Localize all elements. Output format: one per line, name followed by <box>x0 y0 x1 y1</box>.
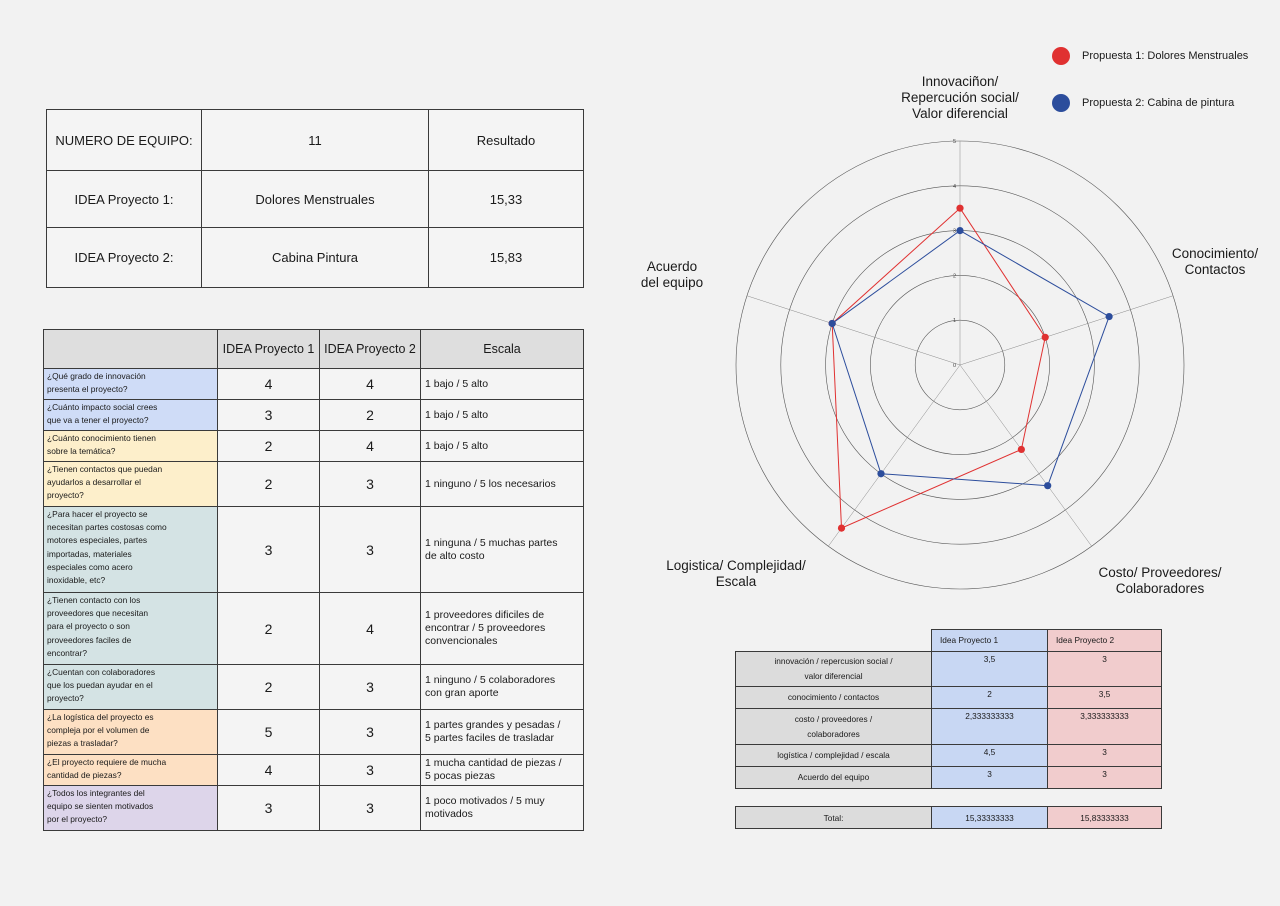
scale-cell: 1 poco motivados / 5 muy motivados <box>421 786 584 831</box>
score-project-2: 4 <box>320 593 421 665</box>
question-cell: ¿Cuentan con colaboradores que los puedan ayudar en el proyecto? <box>44 665 218 710</box>
scale-cell: 1 ninguno / 5 colaboradores con gran aporte <box>421 665 584 710</box>
summary-value-1: 4,5 <box>932 745 1048 767</box>
summary-value-2: 3 <box>1048 767 1162 789</box>
question-row <box>44 462 584 507</box>
idea-label: IDEA Proyecto 1: <box>47 171 202 228</box>
question-row <box>44 369 584 400</box>
tick-label: 0 <box>953 363 957 369</box>
question-cell: ¿La logística del proyecto es compleja por el volumen de piezas a trasladar? <box>44 710 218 755</box>
idea-result: 15,33 <box>429 171 584 228</box>
axis-spoke <box>960 365 1092 546</box>
idea-name: Cabina Pintura <box>202 228 429 288</box>
scale-cell: 1 bajo / 5 alto <box>421 431 584 462</box>
score-project-1: 5 <box>218 710 320 755</box>
question-cell: ¿Para hacer el proyecto se necesitan partes costosas como motores especiales, partes importadas, materiales especiales como acero inoxidable, etc? <box>44 507 218 593</box>
data-point <box>956 205 963 212</box>
score-project-2: 3 <box>320 755 421 786</box>
question-row <box>44 400 584 431</box>
score-project-2: 3 <box>320 665 421 710</box>
team-summary-table <box>46 109 584 288</box>
question-cell: ¿Cuánto impacto social crees que va a tener el proyecto? <box>44 400 218 431</box>
summary-header-1: Idea Proyecto 1 <box>932 630 1048 652</box>
total-project-1: 15,33333333 <box>932 807 1048 829</box>
scale-cell: 1 partes grandes y pesadas / 5 partes faciles de trasladar <box>421 710 584 755</box>
header-question <box>44 330 218 369</box>
summary-row <box>736 709 1162 745</box>
score-project-2: 3 <box>320 507 421 593</box>
data-point <box>838 524 845 531</box>
total-project-2: 15,83333333 <box>1048 807 1162 829</box>
score-project-1: 2 <box>218 462 320 507</box>
question-cell: ¿Tienen contacto con los proveedores que necesitan para el proyecto o son proveedores faciles de encontrar? <box>44 593 218 665</box>
team-number-row <box>47 110 584 171</box>
data-point <box>829 320 836 327</box>
summary-value-2: 3,333333333 <box>1048 709 1162 745</box>
scores-header-row <box>44 330 584 369</box>
radar-chart <box>620 60 1280 620</box>
data-point <box>956 227 963 234</box>
score-project-1: 3 <box>218 507 320 593</box>
idea-result: 15,83 <box>429 228 584 288</box>
idea-name: Dolores Menstruales <box>202 171 429 228</box>
score-project-2: 3 <box>320 710 421 755</box>
summary-row <box>736 745 1162 767</box>
axis-label: Logistica/ Complejidad/ Escala <box>666 558 806 589</box>
total-label: Total: <box>736 807 932 829</box>
result-header: Resultado <box>429 110 584 171</box>
summary-row <box>736 652 1162 687</box>
scores-table <box>43 329 584 831</box>
total-row <box>736 807 1162 829</box>
data-point <box>1018 446 1025 453</box>
data-point <box>1042 334 1049 341</box>
score-project-2: 4 <box>320 431 421 462</box>
question-row <box>44 431 584 462</box>
question-row <box>44 710 584 755</box>
team-label: NUMERO DE EQUIPO: <box>47 110 202 171</box>
summary-row <box>736 687 1162 709</box>
header-project-2: IDEA Proyecto 2 <box>320 330 421 369</box>
axis-spoke <box>960 296 1173 365</box>
series-line <box>832 208 1045 528</box>
legend-label: Propuesta 1: Dolores Menstruales <box>1082 50 1249 62</box>
summary-label: Acuerdo del equipo <box>736 767 932 789</box>
summary-header-row <box>736 630 1162 652</box>
question-row <box>44 786 584 831</box>
question-row <box>44 507 584 593</box>
score-project-2: 2 <box>320 400 421 431</box>
header-project-1: IDEA Proyecto 1 <box>218 330 320 369</box>
score-project-1: 4 <box>218 369 320 400</box>
total-table <box>735 806 1162 829</box>
idea-label: IDEA Proyecto 2: <box>47 228 202 288</box>
summary-header-2: Idea Proyecto 2 <box>1048 630 1162 652</box>
summary-value-2: 3,5 <box>1048 687 1162 709</box>
summary-value-1: 2 <box>932 687 1048 709</box>
team-number: 11 <box>202 110 429 171</box>
question-cell: ¿Cuánto conocimiento tienen sobre la temática? <box>44 431 218 462</box>
axis-label: Costo/ Proveedores/ Colaboradores <box>1098 565 1222 596</box>
question-cell: ¿Qué grado de innovación presenta el proyecto? <box>44 369 218 400</box>
summary-label: innovación / repercusion social / valor diferencial <box>736 652 932 687</box>
summary-value-2: 3 <box>1048 652 1162 687</box>
summary-value-1: 3 <box>932 767 1048 789</box>
data-point <box>1044 482 1051 489</box>
score-project-1: 4 <box>218 755 320 786</box>
legend-label: Propuesta 2: Cabina de pintura <box>1082 97 1235 109</box>
score-project-1: 3 <box>218 786 320 831</box>
idea-row <box>47 171 584 228</box>
score-project-2: 4 <box>320 369 421 400</box>
summary-row <box>736 767 1162 789</box>
score-project-1: 2 <box>218 431 320 462</box>
summary-label: conocimiento / contactos <box>736 687 932 709</box>
summary-label: costo / proveedores / colaboradores <box>736 709 932 745</box>
tick-label: 4 <box>953 183 957 190</box>
score-project-1: 2 <box>218 665 320 710</box>
score-project-2: 3 <box>320 786 421 831</box>
axis-label: Acuerdo del equipo <box>640 259 704 290</box>
question-row <box>44 755 584 786</box>
data-point <box>1106 313 1113 320</box>
scale-cell: 1 ninguno / 5 los necesarios <box>421 462 584 507</box>
scale-cell: 1 proveedores dificiles de encontrar / 5 proveedores convencionales <box>421 593 584 665</box>
summary-table <box>735 629 1162 789</box>
question-cell: ¿Tienen contactos que puedan ayudarlos a desarrollar el proyecto? <box>44 462 218 507</box>
axis-label: Conocimiento/ Contactos <box>1171 246 1259 277</box>
tick-label: 2 <box>953 273 957 280</box>
axis-label: Innovaciñon/ Repercución social/ Valor diferencial <box>901 74 1019 121</box>
scale-cell: 1 ninguna / 5 muchas partes de alto costo <box>421 507 584 593</box>
series-line <box>832 228 1109 486</box>
axis-spoke <box>828 365 960 546</box>
score-project-2: 3 <box>320 462 421 507</box>
scale-cell: 1 mucha cantidad de piezas / 5 pocas piezas <box>421 755 584 786</box>
summary-label: logística / complejidad / escala <box>736 745 932 767</box>
summary-value-1: 3,5 <box>932 652 1048 687</box>
score-project-1: 3 <box>218 400 320 431</box>
score-project-1: 2 <box>218 593 320 665</box>
question-cell: ¿Todos los integrantes del equipo se sienten motivados por el proyecto? <box>44 786 218 831</box>
axis-spoke <box>747 296 960 365</box>
tick-label: 3 <box>953 228 957 235</box>
question-row <box>44 665 584 710</box>
question-cell: ¿El proyecto requiere de mucha cantidad de piezas? <box>44 755 218 786</box>
idea-row <box>47 228 584 288</box>
scale-cell: 1 bajo / 5 alto <box>421 400 584 431</box>
data-point <box>877 470 884 477</box>
summary-value-1: 2,333333333 <box>932 709 1048 745</box>
tick-label: 1 <box>953 318 957 325</box>
summary-value-2: 3 <box>1048 745 1162 767</box>
tick-label: 5 <box>953 139 957 145</box>
header-scale: Escala <box>421 330 584 369</box>
question-row <box>44 593 584 665</box>
scale-cell: 1 bajo / 5 alto <box>421 369 584 400</box>
summary-blank <box>736 630 932 652</box>
